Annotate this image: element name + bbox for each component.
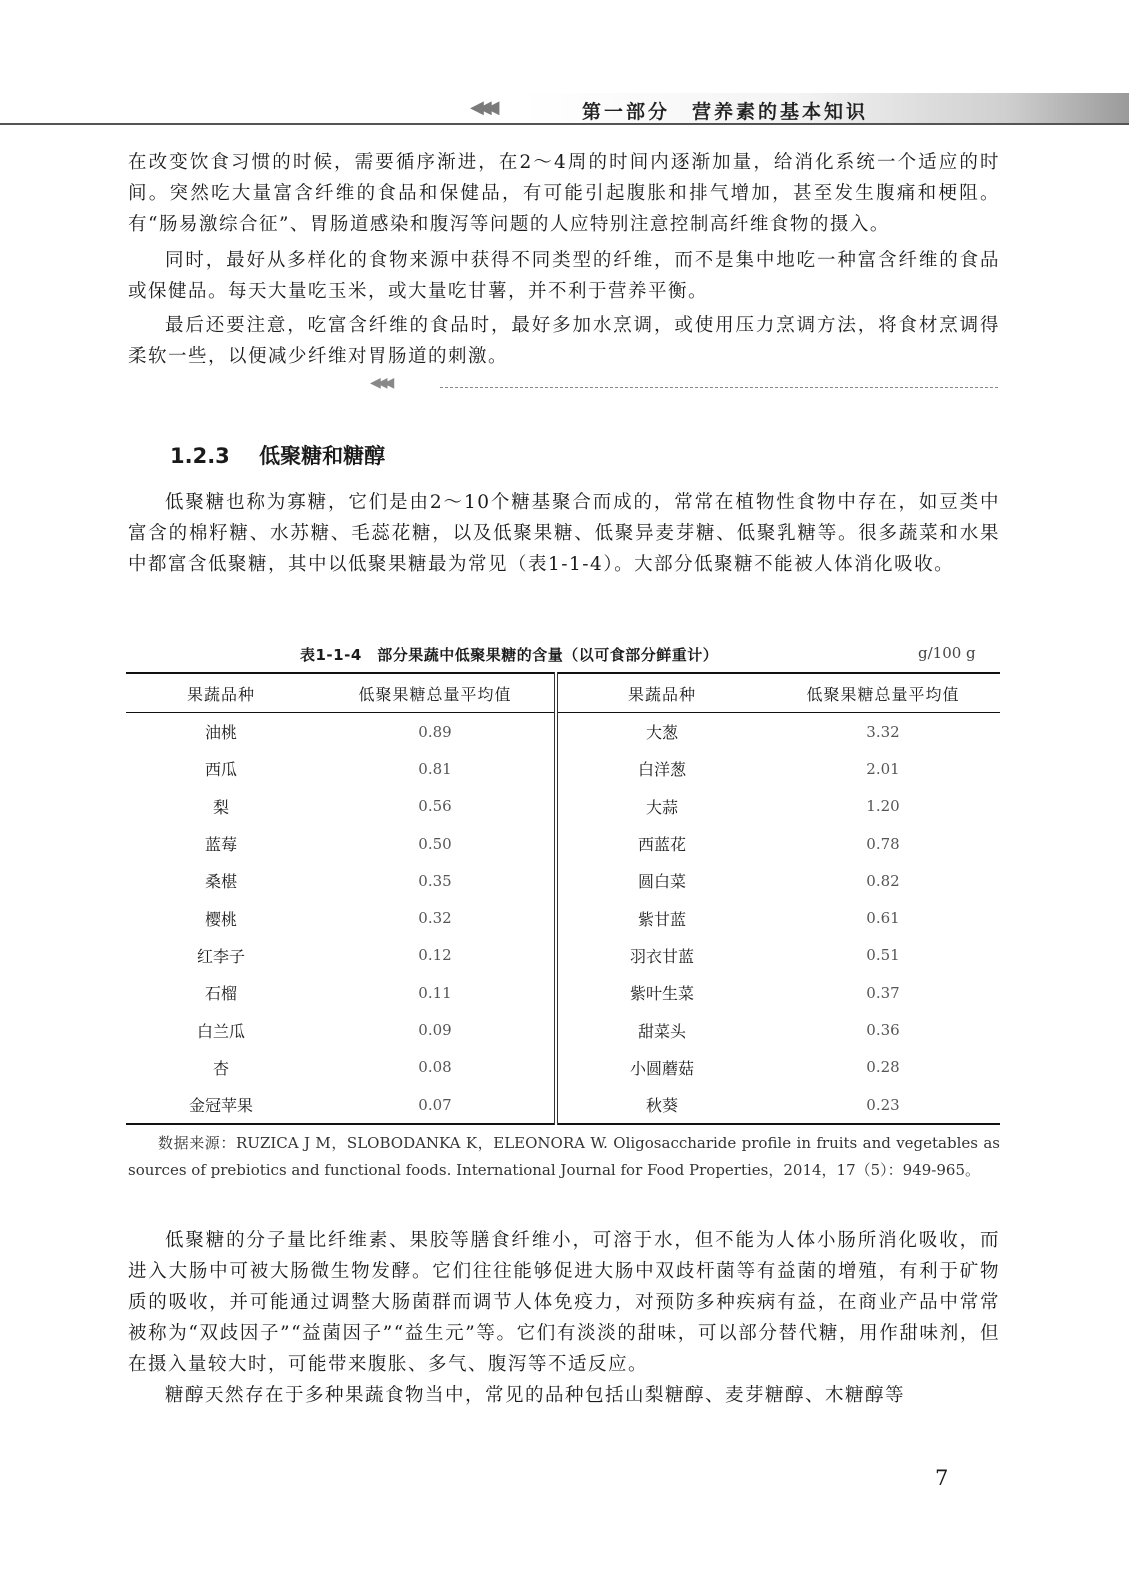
cell-fos-left: 0.08: [316, 1049, 556, 1086]
table-row: [126, 750, 1000, 787]
cell-fos-right: 0.23: [866, 1095, 900, 1114]
cell-variety-right: 圆白菜: [637, 872, 686, 892]
table-row: [126, 1086, 1000, 1124]
cell-fos-right: 0.36: [866, 1021, 900, 1040]
cell-variety-left: 红李子: [196, 946, 245, 966]
cell-fos-left: 0.09: [316, 1011, 556, 1048]
cell-fos-right: 0.82: [866, 871, 900, 890]
table-caption: 表1-1-4 部分果蔬中低聚果糖的含量（以可食部分鲜重计）: [300, 646, 719, 664]
table-source-note: 数据来源：RUZICA J M，SLOBODANKA K，ELEONORA W. Oligosaccharide profile in fruits and vegetables as sources of prebiotics and functional foods. International Journal for Food Properties，2014，17（5）：949-965。: [128, 1134, 1000, 1179]
cell-variety-right: 紫甘蓝: [637, 909, 686, 929]
cell-variety-left: 杏: [212, 1058, 229, 1078]
page-number: 7: [935, 1466, 949, 1490]
header-variety-right: 果蔬品种: [627, 684, 696, 704]
cell-fos-right: 3.32: [866, 722, 900, 741]
section-heading: [170, 440, 385, 470]
table-row: [126, 1049, 1000, 1086]
cell-variety-left: 白兰瓜: [196, 1021, 245, 1041]
cell-variety-right: 秋葵: [645, 1096, 678, 1116]
cell-fos-right: 0.28: [866, 1058, 900, 1077]
cell-variety-right: 小圆蘑菇: [629, 1058, 694, 1078]
cell-variety-left: 蓝莓: [204, 835, 237, 855]
paragraph-oligosaccharide-properties: 低聚糖的分子量比纤维素、果胶等膳食纤维小，可溶于水，但不能为人体小肠所消化吸收，而进入大肠中可被大肠微生物发酵。它们往往能够促进大肠中双歧杆菌等有益菌的增殖，有利于矿物质的吸收，并可能通过调整大肠菌群而调节人体免疫力，对预防多种疾病有益，在商业产品中常常被称为“双歧因子”“益菌因子”“益生元”等。它们有淡淡的甜味，可以部分替代糖，用作甜味剂，但在摄入量较大时，可能带来腹胀、多气、腹泻等不适反应。: [128, 1230, 1000, 1375]
table-row: [126, 1011, 1000, 1048]
cell-variety-right: 紫叶生菜: [629, 984, 694, 1004]
cell-fos-left: 0.32: [316, 899, 556, 936]
table-row: [126, 974, 1000, 1011]
paragraph-fiber-variety: 同时，最好从多样化的食物来源中获得不同类型的纤维，而不是集中地吃一种富含纤维的食品或保健品。每天大量吃玉米，或大量吃甘薯，并不利于营养平衡。: [128, 250, 1000, 302]
paragraph-oligosaccharide-intro: 低聚糖也称为寡糖，它们是由2～10个糖基聚合而成的，常常在植物性食物中存在，如豆类中富含的棉籽糖、水苏糖、毛蕊花糖，以及低聚果糖、低聚异麦芽糖、低聚乳糖等。很多蔬菜和水果中都富含低聚糖，其中以低聚果糖最为常见（表1-1-4）。大部分低聚糖不能被人体消化吸收。: [128, 492, 1000, 575]
cell-fos-left: 0.89: [316, 713, 556, 751]
paragraph-fiber-cooking: 最后还要注意，吃富含纤维的食品时，最好多加水烹调，或使用压力烹调方法，将食材烹调得柔软一些，以便减少纤维对胃肠道的刺激。: [128, 315, 1000, 367]
running-header: [0, 93, 1129, 125]
cell-variety-left: 石榴: [204, 984, 237, 1004]
table-unit: g/100 g: [918, 644, 976, 662]
cell-fos-left: 0.81: [316, 750, 556, 787]
cell-fos-right: 0.51: [866, 946, 900, 965]
cell-variety-right: 白洋葱: [637, 760, 686, 780]
cell-fos-left: 0.11: [316, 974, 556, 1011]
cell-variety-left: 樱桃: [204, 909, 237, 929]
separator-dashed-line: [440, 387, 998, 388]
cell-fos-left: 0.12: [316, 937, 556, 974]
cell-variety-left: 西瓜: [204, 760, 237, 780]
separator-arrows-icon: ◀◀◀: [370, 375, 391, 391]
cell-fos-right: 2.01: [866, 759, 900, 778]
cell-fos-right: 0.61: [866, 909, 900, 928]
cell-fos-right: 1.20: [866, 797, 900, 816]
section-number: 1.2.3: [170, 444, 230, 468]
cell-variety-right: 大葱: [645, 723, 678, 743]
cell-fos-right: 0.78: [866, 834, 900, 853]
section-separator: [370, 375, 998, 393]
paragraph-sugar-alcohol: 糖醇天然存在于多种果蔬食物当中，常见的品种包括山梨糖醇、麦芽糖醇、木糖醇等: [165, 1385, 906, 1406]
table-row: [126, 899, 1000, 936]
cell-variety-right: 西蓝花: [637, 835, 686, 855]
cell-variety-right: 甜菜头: [637, 1021, 686, 1041]
header-variety-left: 果蔬品种: [186, 684, 255, 704]
cell-variety-left: 梨: [212, 797, 229, 817]
cell-variety-right: 羽衣甘蓝: [629, 946, 694, 966]
header-arrows-icon: ◀◀◀: [470, 97, 494, 118]
section-title: 低聚糖和糖醇: [259, 444, 386, 468]
fos-content-table: [126, 672, 1000, 1125]
header-fos-left: 低聚果糖总量平均值: [316, 673, 556, 713]
table-row: [126, 862, 1000, 899]
cell-fos-right: 0.37: [866, 983, 900, 1002]
table-row: [126, 788, 1000, 825]
table-row: [126, 713, 1000, 751]
cell-variety-right: 大蒜: [645, 797, 678, 817]
cell-variety-left: 油桃: [204, 723, 237, 743]
header-title: 第一部分 营养素的基本知识: [582, 101, 869, 123]
cell-variety-left: 桑椹: [204, 872, 237, 892]
cell-fos-left: 0.56: [316, 788, 556, 825]
header-rule: [0, 123, 1129, 125]
cell-fos-left: 0.35: [316, 862, 556, 899]
cell-fos-left: 0.07: [316, 1086, 556, 1124]
paragraph-fiber-habits: 在改变饮食习惯的时候，需要循序渐进，在2～4周的时间内逐渐加量，给消化系统一个适应的时间。突然吃大量富含纤维的食品和保健品，有可能引起腹胀和排气增加，甚至发生腹痛和梗阻。有“肠易激综合征”、胃肠道感染和腹泻等问题的人应特别注意控制高纤维食物的摄入。: [128, 152, 1000, 235]
cell-fos-left: 0.50: [316, 825, 556, 862]
cell-variety-left: 金冠苹果: [188, 1096, 253, 1116]
table-header-row: [126, 673, 1000, 713]
table-row: [126, 825, 1000, 862]
table-row: [126, 937, 1000, 974]
header-fos-right: 低聚果糖总量平均值: [806, 684, 960, 704]
